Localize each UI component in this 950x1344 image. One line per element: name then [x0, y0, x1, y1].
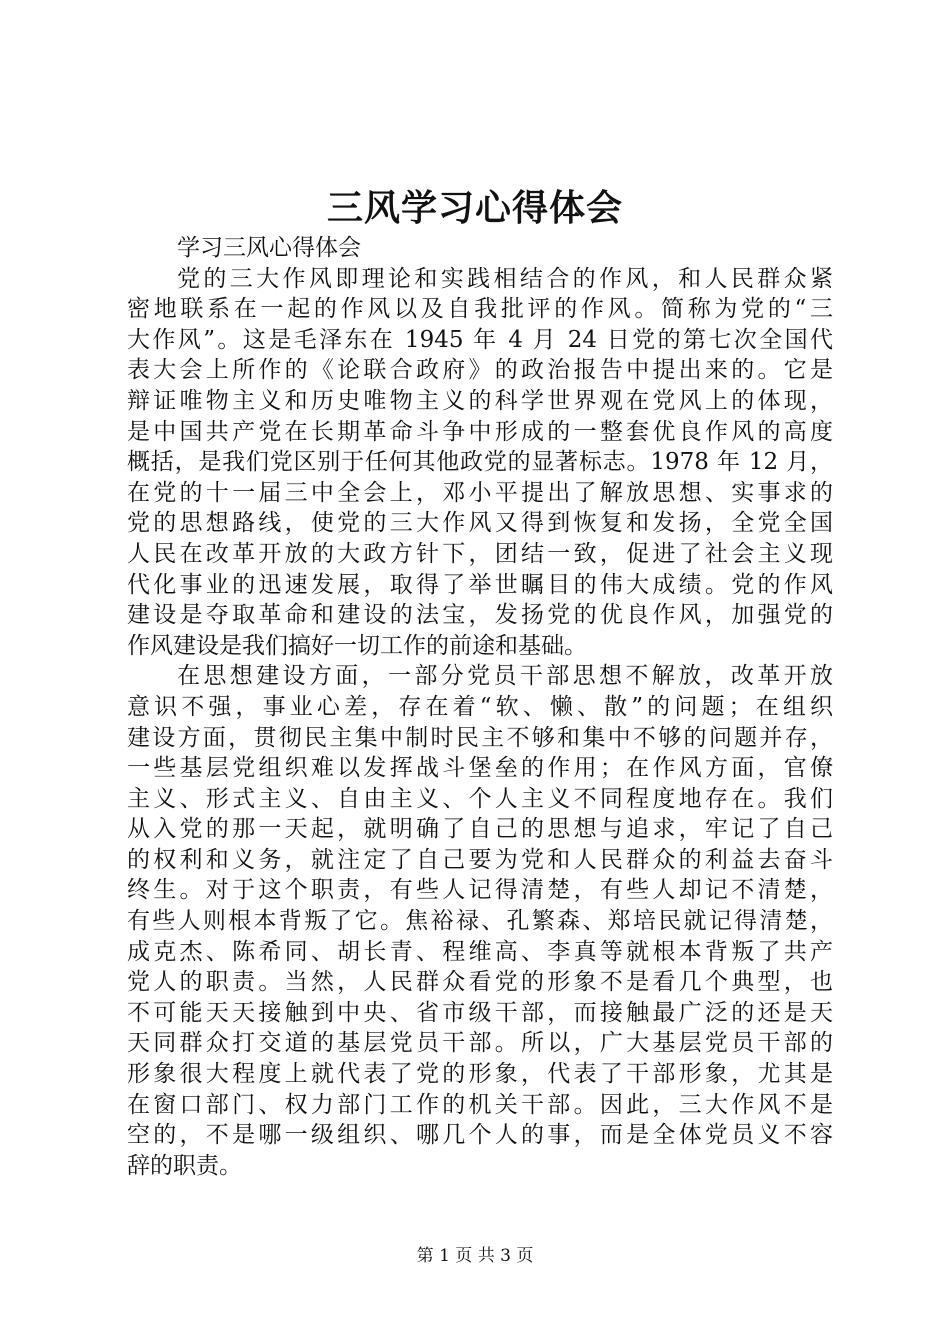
paragraph-line: 有些人则根本背叛了它。焦裕禄、孔繁森、郑培民就记得清楚， [127, 908, 833, 935]
paragraph-line: 代化事业的迅速发展，取得了举世瞩目的伟大成绩。党的作风 [127, 571, 833, 598]
paragraph-line: 主义、形式主义、自由主义、个人主义不同程度地存在。我们 [127, 785, 833, 812]
paragraph-line: 辞的职责。 [127, 1152, 242, 1179]
paragraph-line: 党的思想路线，使党的三大作风又得到恢复和发扬，全党全国 [127, 510, 833, 537]
paragraph-line: 党人的职责。当然，人民群众看党的形象不是看几个典型，也 [127, 969, 833, 996]
paragraph-line: 大作风”。这是毛泽东在 1945 年 4 月 24 日党的第七次全国代 [127, 326, 833, 353]
document-title: 三风学习心得体会 [326, 187, 623, 229]
paragraph-line: 空的，不是哪一级组织、哪几个人的事，而是全体党员义不容 [127, 1122, 833, 1149]
paragraph-line: 在党的十一届三中全会上，邓小平提出了解放思想、实事求的 [127, 479, 833, 506]
paragraph-line: 形象很大程度上就代表了党的形象，代表了干部形象，尤其是 [127, 1061, 833, 1088]
paragraph-line: 表大会上所作的《论联合政府》的政治报告中提出来的。它是 [127, 357, 833, 384]
paragraph-line: 天同群众打交道的基层党员干部。所以，广大基层党员干部的 [127, 1030, 833, 1057]
paragraph-line: 作风建设是我们搞好一切工作的前途和基础。 [127, 632, 587, 659]
paragraph-line: 建设是夺取革命和建设的法宝，发扬党的优良作风，加强党的 [127, 602, 833, 629]
paragraph-line: 概括，是我们党区别于任何其他政党的显著标志。1978 年 12 月， [127, 449, 833, 476]
paragraph-line: 辩证唯物主义和历史唯物主义的科学世界观在党风上的体现， [127, 387, 833, 414]
paragraph-line: 是中国共产党在长期革命斗争中形成的一整套优良作风的高度 [127, 418, 833, 445]
paragraph-line: 不可能天天接触到中央、省市级干部，而接触最广泛的还是天 [127, 999, 833, 1026]
paragraph-line: 党的三大作风即理论和实践相结合的作风，和人民群众紧 [177, 265, 833, 292]
paragraph-line: 建设方面，贯彻民主集中制时民主不够和集中不够的问题并存， [127, 724, 833, 751]
page-footer: 第 1 页 共 3 页 [416, 1246, 534, 1266]
paragraph-line: 成克杰、陈希同、胡长青、程维高、李真等就根本背叛了共产 [127, 938, 833, 965]
paragraph-line: 意识不强，事业心差，存在着“软、懒、散”的问题；在组织 [127, 693, 833, 720]
document-body [127, 233, 833, 1181]
subtitle-line: 学习三风心得体会 [177, 235, 361, 261]
paragraph-line: 在思想建设方面，一部分党员干部思想不解放，改革开放 [177, 663, 833, 690]
paragraph-line: 一些基层党组织难以发挥战斗堡垒的作用；在作风方面，官僚 [127, 755, 833, 782]
paragraph-line: 从入党的那一天起，就明确了自己的思想与追求，牢记了自己 [127, 816, 833, 843]
paragraph-line: 在窗口部门、权力部门工作的机关干部。因此，三大作风不是 [127, 1091, 833, 1118]
paragraph-line: 终生。对于这个职责，有些人记得清楚，有些人却记不清楚， [127, 877, 833, 904]
paragraph-line: 人民在改革开放的大政方针下，团结一致，促进了社会主义现 [127, 540, 833, 567]
paragraph-line: 的权利和义务，就注定了自己要为党和人民群众的利益去奋斗 [127, 846, 833, 873]
paragraph-line: 密地联系在一起的作风以及自我批评的作风。简称为党的“三 [127, 296, 833, 323]
